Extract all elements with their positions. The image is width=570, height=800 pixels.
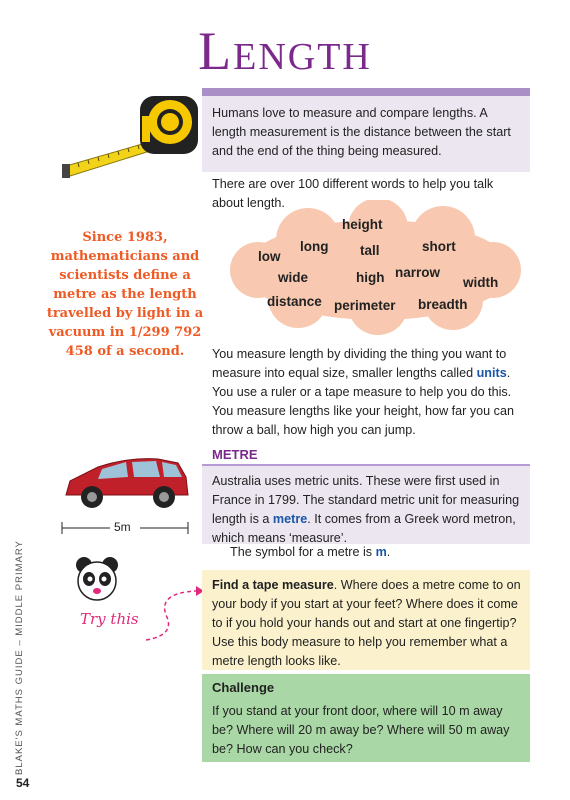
car-icon (58, 455, 198, 515)
metre-term: metre (272, 512, 308, 526)
measure-paragraph (212, 345, 522, 440)
measure-text-2: . You use a ruler or a tape measure to help you do this. You measure lengths like your height, how far you can throw a ball, how high you can jump. (212, 366, 514, 437)
symbol-text-1: The symbol for a metre is (230, 545, 376, 559)
word-narrow: narrow (395, 265, 441, 280)
words-intro-text: There are over 100 different words to help you talk about length. (212, 177, 494, 210)
page-title: Length (198, 21, 372, 81)
challenge-text: If you stand at your front door, where will 10 m away be? Where will 20 m away be? Where will 50 m away be? How can you check? (212, 704, 510, 756)
intro-text: Humans love to measure and compare lengths. A length measurement is the distance between the start and the end of the thing being measured. (212, 106, 511, 158)
metre-text (212, 472, 522, 548)
word-height: height (342, 217, 383, 232)
word-low: low (258, 249, 281, 264)
word-wide: wide (278, 270, 309, 285)
try-this-body: . Where does a metre come to on your body if you start at your feet? Where does it come to if you hold your hands out and start at one fingertip? Use this body measure to help you remember what a metre length looks like. (212, 578, 521, 668)
measure-text-1: You measure length by dividing the thing you want to measure into equal size, smaller lengths called (212, 347, 507, 380)
word-distance: distance (267, 294, 322, 309)
symbol-text-2: . (386, 545, 391, 559)
try-this-text (212, 576, 522, 671)
word-perimeter: perimeter (334, 298, 396, 313)
dimension-label: 5m (114, 520, 131, 534)
word-breadth: breadth (418, 297, 468, 312)
dashed-arrow-icon (136, 585, 206, 645)
metre-text-2: . It comes from a Greek word metron, which means ‘measure’. (212, 512, 516, 545)
panda-icon (72, 555, 122, 603)
try-this-label: Try this (80, 610, 139, 628)
word-short: short (422, 239, 456, 254)
page-number: 54 (16, 776, 30, 790)
word-width: width (463, 275, 499, 290)
units-term: units (476, 366, 507, 380)
metre-fact: Since 1983, mathematicians and scientists define a metre as the length travelled by light in a vacuum in 1/299 792 458 of a second. (46, 230, 204, 359)
try-this-bold: Find a tape measure (212, 578, 334, 592)
word-tall: tall (360, 243, 380, 258)
tape-measure-icon (58, 88, 208, 188)
word-long: long (300, 239, 329, 254)
symbol-m: m (375, 545, 387, 559)
side-caption: BLAKE'S MATHS GUIDE – MIDDLE PRIMARY (14, 540, 25, 775)
word-high: high (356, 270, 385, 285)
metre-text-1: Australia uses metric units. These were first used in France in 1799. The standard metric unit for measuring length is a (212, 474, 520, 526)
symbol-text (230, 545, 390, 559)
word-cloud (230, 205, 520, 327)
challenge-title: Challenge (212, 680, 275, 695)
metre-heading: METRE (212, 447, 258, 462)
